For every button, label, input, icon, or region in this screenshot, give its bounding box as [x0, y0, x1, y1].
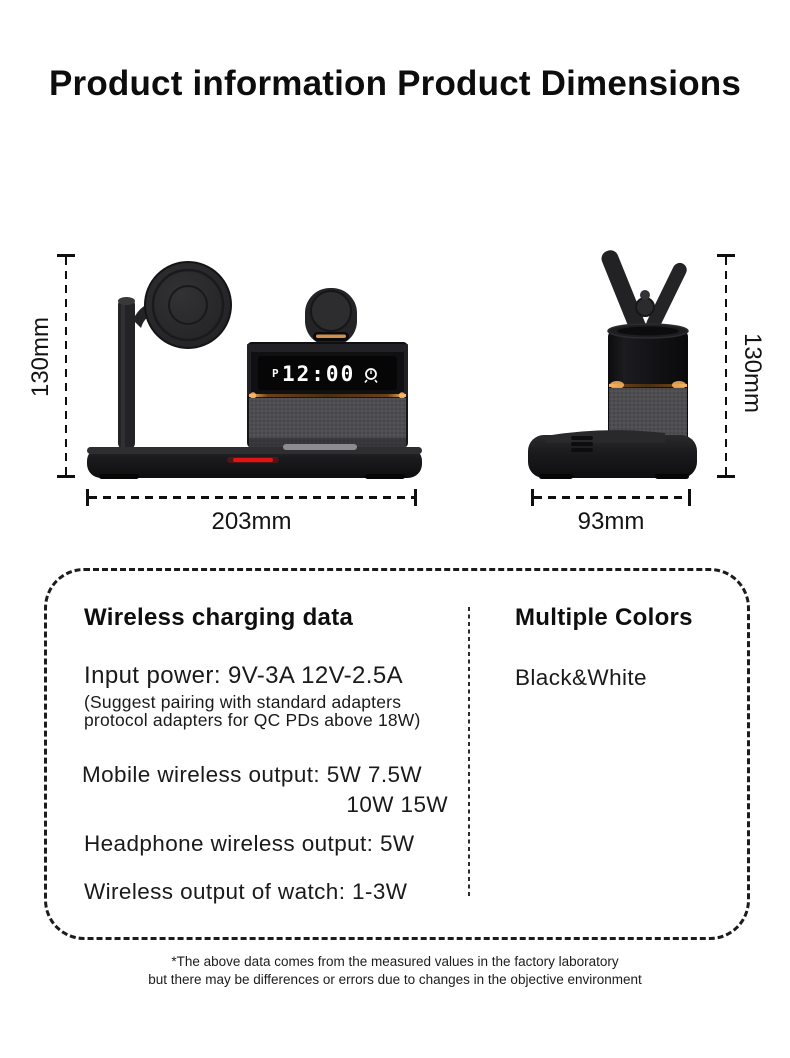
side-base — [528, 430, 697, 479]
ambient-glow-strip — [249, 394, 406, 397]
clock-time: 12:00 — [282, 362, 356, 386]
mobile-output-line2: 10W 15W — [346, 792, 448, 817]
front-base — [87, 444, 422, 479]
front-width-label: 203mm — [211, 508, 292, 535]
front-width-dimension-line — [86, 489, 417, 506]
product-front-view-image — [75, 240, 430, 485]
footnote-line1: *The above data comes from the measured values in the factory laboratory — [171, 954, 619, 969]
input-power-value: Input power: 9V-3A 12V-2.5A — [84, 662, 404, 689]
footnote — [0, 953, 790, 988]
footnote-line2: but there may be differences or errors due to changes in the objective environment — [148, 971, 642, 987]
side-height-dimension-line — [717, 254, 735, 478]
mobile-output-line1: Mobile wireless output: 5W 7.5W — [82, 762, 423, 787]
side-width-label: 93mm — [577, 508, 645, 535]
multiple-colors-value: Black&White — [515, 665, 647, 690]
front-height-dimension-line — [57, 254, 75, 478]
side-height-label: 130mm — [739, 332, 766, 414]
clock-prefix: P — [272, 367, 280, 380]
side-width-dimension-line — [531, 489, 691, 506]
multiple-colors-heading: Multiple Colors — [515, 604, 693, 631]
input-power-note-line1: (Suggest pairing with standard adapters — [84, 692, 402, 712]
spec-box-divider — [468, 607, 470, 899]
watch-charger — [305, 288, 357, 346]
speaker-clock-unit — [247, 342, 408, 448]
wireless-charging-data-heading: Wireless charging data — [84, 604, 354, 631]
headphone-output-value: Headphone wireless output: 5W — [84, 831, 415, 856]
watch-output-value: Wireless output of watch: 1-3W — [84, 879, 408, 904]
side-base-buttons — [571, 436, 593, 452]
clock-display — [258, 356, 397, 390]
mobile-output-block — [82, 762, 448, 818]
page-title: Product information Product Dimensions — [48, 64, 742, 103]
product-side-view-image — [505, 240, 715, 485]
input-power-note-line2: protocol adapters for QC PDs above 18W) — [84, 710, 421, 730]
magsafe-charger-disc — [145, 262, 231, 348]
front-height-label: 130mm — [27, 316, 54, 398]
